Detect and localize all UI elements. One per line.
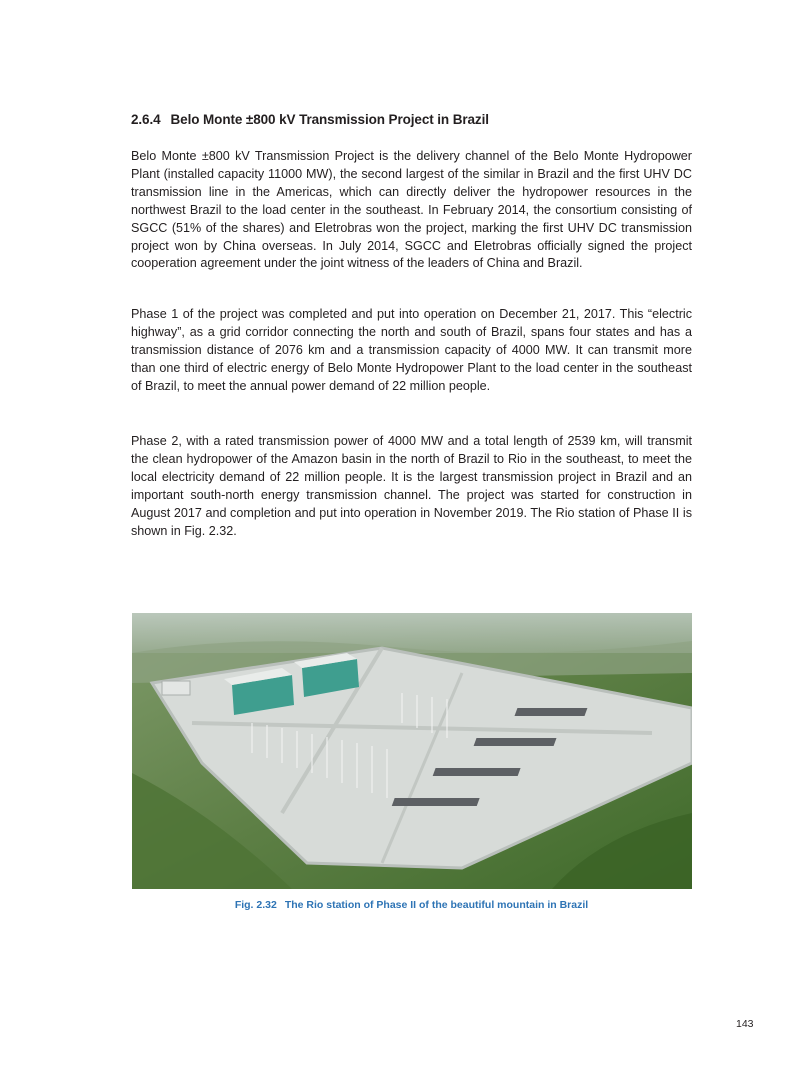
section-heading (131, 112, 691, 127)
paragraph-3: Phase 2, with a rated transmission power of 4000 MW and a total length of 2539 km, will transmit the clean hydropower of the Amazon basin in the north of Brazil to Rio in the southeast, to meet the local electricity demand of 22 million people. It is the largest transmission project in Brazil and an important south-north energy transmission channel. The project was started for construction in August 2017 and completion and put into operation in November 2019. The Rio station of Phase II is shown in Fig. 2.32. (131, 434, 692, 538)
figure-number: Fig. 2.32 (234, 899, 277, 911)
paragraph-2: Phase 1 of the project was completed and put into operation on December 21, 2017. This “electric highway”, as a grid corridor connecting the north and south of Brazil, spans four states and has a transmission distance of 2076 km and a transmission capacity of 4000 MW. It can transmit more than one third of electric energy of Belo Monte Hydropower Plant to the load center in the southeast of Brazil, to meet the annual power demand of 22 million people. (131, 307, 692, 393)
converter-station-aerial-image (132, 613, 692, 889)
figure-caption-text: The Rio station of Phase II of the beautiful mountain in Brazil (284, 899, 589, 911)
section-number: 2.6.4 (131, 112, 161, 127)
page-number: 143 (736, 1018, 754, 1030)
paragraph-1: Belo Monte ±800 kV Transmission Project is the delivery channel of the Belo Monte Hydropower Plant (installed capacity 11000 MW), the second largest of the similar in Brazil and the first UHV DC transmission line in the Americas, which can directly deliver the hydropower resources in the northwest Brazil to the load center in the southeast. In February 2014, the consortium consisting of SGCC (51% of the shares) and Eletrobras won the project, marking the first UHV DC transmission project won by China overseas. In July 2014, SGCC and Eletrobras officially signed the project cooperation agreement under the joint witness of the leaders of China and Brazil. (131, 149, 692, 271)
section-title: Belo Monte ±800 kV Transmission Project in Brazil (170, 112, 489, 127)
station-illustration (132, 613, 692, 889)
figure-caption (131, 899, 692, 911)
